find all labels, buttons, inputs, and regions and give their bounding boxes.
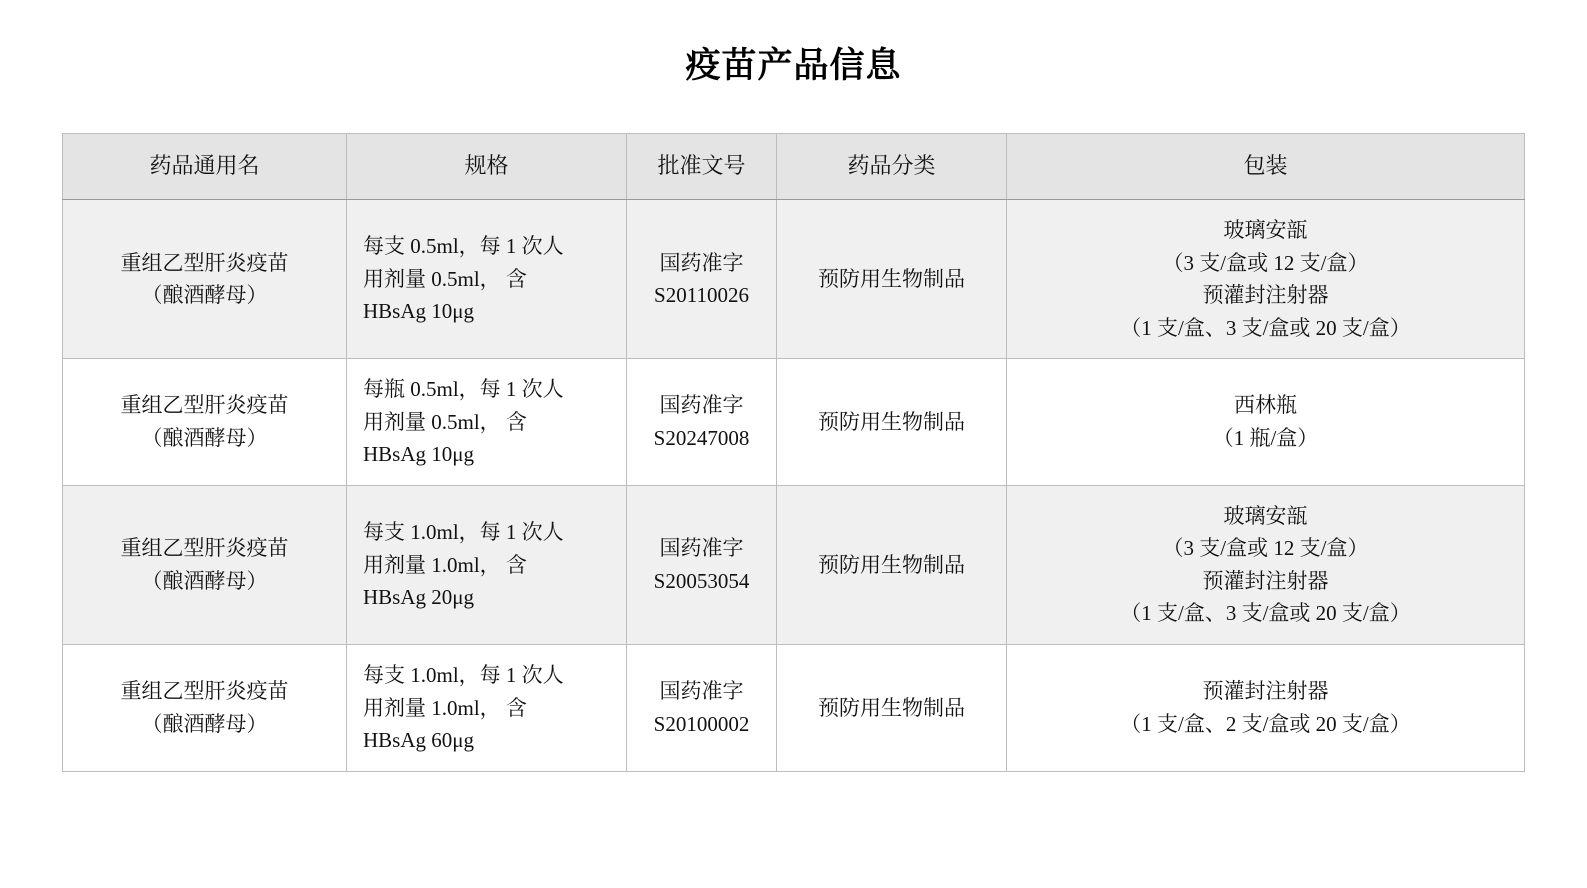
column-header-specification: 规格 bbox=[347, 134, 627, 200]
column-header-generic-name: 药品通用名 bbox=[63, 134, 347, 200]
text-line: 用剂量 1.0ml， 含 bbox=[363, 695, 527, 720]
text-line: 玻璃安瓿 bbox=[1223, 218, 1308, 242]
text-line: 国药准字 bbox=[659, 679, 744, 704]
text-line: 预防用生物制品 bbox=[818, 266, 965, 291]
table-row bbox=[63, 485, 1525, 644]
text-line: S20110026 bbox=[654, 283, 749, 308]
table-header-row bbox=[63, 134, 1525, 200]
text-line: 用剂量 0.5ml， 含 bbox=[363, 409, 527, 434]
text-line: 预防用生物制品 bbox=[818, 552, 965, 577]
text-line: （3 支/盒或 12 支/盒） bbox=[1162, 536, 1369, 561]
cell-specification bbox=[347, 485, 627, 644]
cell-approval-number bbox=[627, 645, 777, 772]
cell-approval-number bbox=[627, 200, 777, 359]
text-line: 用剂量 1.0ml， 含 bbox=[363, 552, 527, 577]
text-line: HBsAg 10μg bbox=[363, 442, 475, 467]
text-line: 每支 1.0ml，每 1 次人 bbox=[363, 520, 564, 545]
cell-approval-number bbox=[627, 359, 777, 486]
text-line: （1 支/盒、3 支/盒或 20 支/盒） bbox=[1120, 315, 1411, 340]
text-line: 国药准字 bbox=[659, 536, 744, 561]
cell-package bbox=[1007, 200, 1525, 359]
text-line: 预防用生物制品 bbox=[818, 409, 965, 434]
cell-specification bbox=[347, 645, 627, 772]
text-line: 国药准字 bbox=[659, 250, 744, 275]
cell-package bbox=[1007, 485, 1525, 644]
text-line: （酿酒酵母） bbox=[141, 283, 268, 308]
table-header bbox=[63, 134, 1525, 200]
text-line: 玻璃安瓿 bbox=[1223, 503, 1308, 528]
column-header-approval-number: 批准文号 bbox=[627, 134, 777, 200]
text-line: 重组乙型肝炎疫苗 bbox=[120, 679, 289, 704]
cell-approval-number bbox=[627, 485, 777, 644]
text-line: 预防用生物制品 bbox=[818, 695, 965, 720]
table-row bbox=[63, 645, 1525, 772]
text-line: S20053054 bbox=[653, 568, 750, 593]
cell-generic-name bbox=[63, 645, 347, 772]
table-container bbox=[62, 133, 1527, 772]
cell-package bbox=[1007, 645, 1525, 772]
text-line: （酿酒酵母） bbox=[141, 568, 268, 593]
text-line: 预灌封注射器 bbox=[1202, 568, 1329, 593]
text-line: 预灌封注射器 bbox=[1202, 283, 1329, 308]
text-line: 预灌封注射器 bbox=[1202, 679, 1329, 704]
text-line: 国药准字 bbox=[659, 393, 744, 418]
text-line: S20247008 bbox=[653, 426, 750, 450]
text-line: 重组乙型肝炎疫苗 bbox=[120, 536, 289, 561]
text-line: （3 支/盒或 12 支/盒） bbox=[1162, 250, 1369, 275]
cell-generic-name bbox=[63, 200, 347, 359]
text-line: 每瓶 0.5ml，每 1 次人 bbox=[363, 377, 564, 402]
cell-drug-category bbox=[777, 645, 1007, 772]
cell-specification bbox=[347, 359, 627, 486]
text-line: 西林瓶 bbox=[1234, 393, 1297, 418]
table-body bbox=[63, 200, 1525, 772]
table-row bbox=[63, 200, 1525, 359]
text-line: 用剂量 0.5ml， 含 bbox=[363, 266, 527, 291]
cell-package bbox=[1007, 359, 1525, 486]
cell-drug-category bbox=[777, 200, 1007, 359]
text-line: （1 支/盒、3 支/盒或 20 支/盒） bbox=[1120, 601, 1411, 626]
text-line: （酿酒酵母） bbox=[141, 711, 268, 736]
column-header-package: 包装 bbox=[1007, 134, 1525, 200]
text-line: （1 支/盒、2 支/盒或 20 支/盒） bbox=[1120, 711, 1411, 736]
text-line: （1 瓶/盒） bbox=[1212, 426, 1319, 450]
table-row bbox=[63, 359, 1525, 486]
text-line: 每支 0.5ml，每 1 次人 bbox=[363, 234, 564, 259]
cell-drug-category bbox=[777, 359, 1007, 486]
text-line: S20100002 bbox=[653, 711, 750, 736]
page-title: 疫苗产品信息 bbox=[685, 46, 902, 85]
vaccine-product-table bbox=[62, 133, 1525, 772]
text-line: 重组乙型肝炎疫苗 bbox=[120, 393, 289, 418]
text-line: HBsAg 10μg bbox=[363, 299, 475, 324]
text-line: 重组乙型肝炎疫苗 bbox=[120, 250, 289, 275]
text-line: （酿酒酵母） bbox=[141, 426, 268, 450]
text-line: HBsAg 60μg bbox=[363, 728, 475, 753]
text-line: 每支 1.0ml，每 1 次人 bbox=[363, 663, 564, 688]
cell-generic-name bbox=[63, 485, 347, 644]
text-line: HBsAg 20μg bbox=[363, 585, 475, 610]
column-header-drug-category: 药品分类 bbox=[777, 134, 1007, 200]
cell-drug-category bbox=[777, 485, 1007, 644]
cell-generic-name bbox=[63, 359, 347, 486]
cell-specification bbox=[347, 200, 627, 359]
